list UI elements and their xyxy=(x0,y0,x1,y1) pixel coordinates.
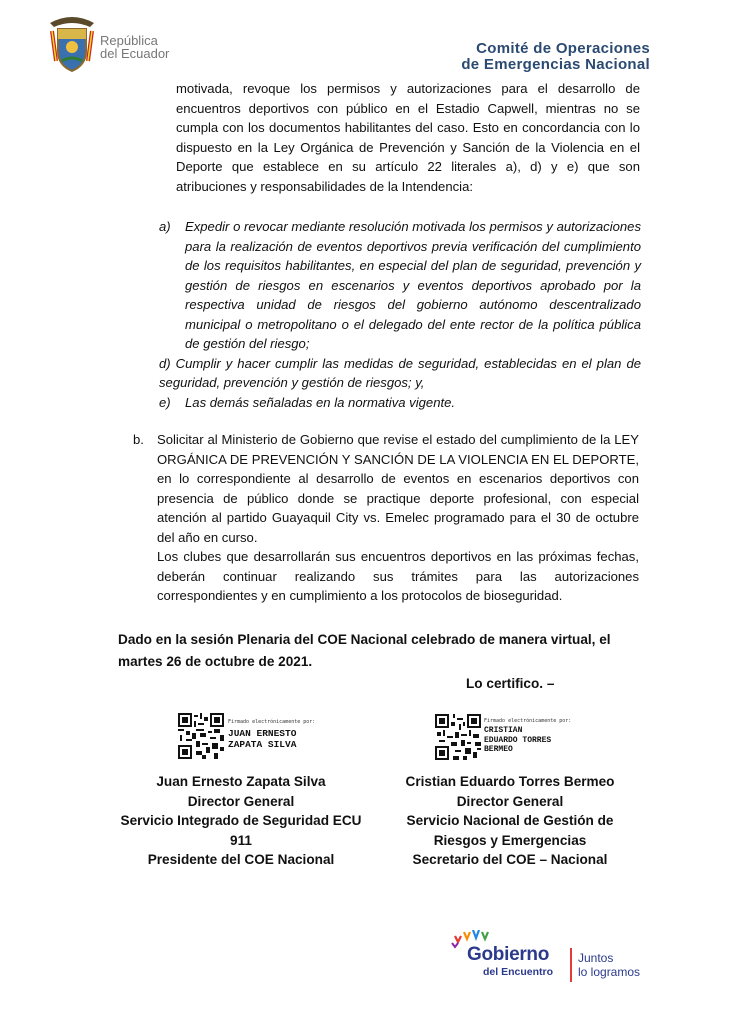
gobierno-wordmark: Gobierno xyxy=(467,944,550,965)
literal-text: Cumplir y hacer cumplir las medidas de seguridad, establecidas en el plan de seguridad, prevención y gestión de riesgos; y, xyxy=(159,355,642,390)
literals-list xyxy=(159,217,641,412)
signer-org: Servicio Integrado de Seguridad ECU 911 xyxy=(120,813,362,848)
stamp-caption: Firmado electrónicamente por: xyxy=(484,718,572,724)
literal-text: Las demás señaladas en la normativa vigente. xyxy=(185,394,456,410)
republica-ecuador-label: República del Ecuador xyxy=(100,33,170,61)
literal-a xyxy=(159,217,641,354)
stamp-name: CRISTIAN EDUARDO TORRES BERMEO xyxy=(484,726,552,754)
qr-code-icon xyxy=(435,714,481,760)
intro-paragraph: motivada, revoque los permisos y autorizaciones para el desarrollo de encuentros deportivos con público en el Estadio Capwell, mientras no se cumpla con los documentos habilitantes del caso. Esto en concordancia con lo dispuesto en la Ley Orgánica de Prevención y Sanción de la Violencia en el Deporte que establece en su artículo 22 literales a), d) y e) que son atribuciones y responsabilidades de la Intendencia: xyxy=(176,81,640,194)
signer-role: Secretario del COE – Nacional xyxy=(412,852,608,867)
item-b-text: Solicitar al Ministerio de Gobierno que revise el estado del cumplimiento de la LEY ORGÁNICA DE PREVENCIÓN Y SANCIÓN DE LA VIOLENCIA EN EL DEPORTE, en lo correspondiente al desarrollo de eventos en escenarios deportivos con presencia de público donde se practique deporte profesional, con especial atención al partido Guayaquil City vs. Emelec programado para el 30 de octubre del año en curso. xyxy=(157,432,639,545)
literal-marker: a) xyxy=(159,219,171,234)
signer-left xyxy=(115,772,367,870)
stamp-caption: Firmado electrónicamente por: xyxy=(228,719,316,725)
logo-divider xyxy=(570,948,572,982)
signer-name: Juan Ernesto Zapata Silva xyxy=(156,774,326,789)
signer-right xyxy=(390,772,630,870)
stamp-name: JUAN ERNESTO ZAPATA SILVA xyxy=(228,728,297,750)
literal-marker: d) xyxy=(159,355,171,371)
coe-header-title: Comité de Operaciones de Emergencias Nacional xyxy=(461,40,650,73)
signer-title: Director General xyxy=(456,793,564,809)
literal-d xyxy=(159,354,641,393)
qr-code-icon xyxy=(178,713,224,759)
signer-role: Presidente del COE Nacional xyxy=(147,852,335,867)
item-b-marker: b. xyxy=(133,432,144,447)
certifico-label: Lo certifico. – xyxy=(466,676,555,691)
literal-e xyxy=(159,393,641,413)
item-b xyxy=(133,430,639,606)
item-b-continuation: Los clubes que desarrollarán sus encuentros deportivos en las próximas fechas, deberán continuar realizando sus trámites para las autorizaciones correspondientes y en cumplimiento a los protocolos de bioseguridad. xyxy=(157,549,639,603)
item-b-row xyxy=(133,430,639,547)
signer-name: Cristian Eduardo Torres Bermeo xyxy=(405,774,615,789)
signer-org: Servicio Nacional de Gestión de Riesgos y Emergencias xyxy=(406,813,614,848)
signer-title: Director General xyxy=(187,793,295,809)
literal-text: Expedir o revocar mediante resolución motivada los permisos y autorizaciones para la realización de eventos deportivos previa verificación del cumplimiento de los requisitos habilitantes, en especial del plan de seguridad, prevención y gestión de riesgos en escenarios y eventos deportivos aprobado por la respectiva unidad de riesgos del gobierno autónomo descentralizado municipal o metropolitano o el delegado del ente rector de la política pública de gestión del riesgo; xyxy=(185,219,641,351)
del-encuentro-wordmark: del Encuentro xyxy=(483,966,554,978)
ecuador-coat-of-arms-icon xyxy=(44,13,100,77)
closing-statement: Dado en la sesión Plenaria del COE Nacional celebrado de manera virtual, el martes 26 de octubre de 2021. xyxy=(118,632,611,669)
juntos-lo-logramos-slogan: Juntos lo logramos xyxy=(578,951,641,979)
literal-marker: e) xyxy=(159,394,171,410)
